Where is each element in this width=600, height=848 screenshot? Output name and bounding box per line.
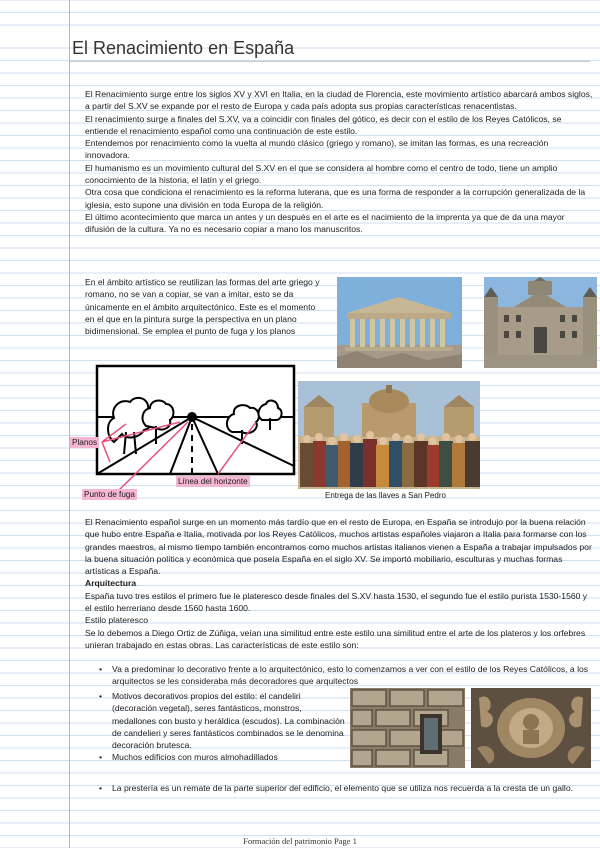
horizon-line-label: Línea del horizonte [178,477,248,486]
san-pedro-painting [298,381,480,489]
plateresco-heading: Estilo plateresco [85,615,149,626]
intro-section [85,88,595,236]
rusticated-wall-photo [350,688,465,768]
spanish-paragraph: El Renacimiento español surge en un momento más tardío que en el resto de Europa, en España se introdujo por la buena relación que hubo entre España e Italia, motivada por los Reyes Católicos, muchos artistas españoles viajaron a Italia para formarse con los grandes maestros, al mismo tiempo también encontramos como muchos artistas italianos vienen a España a trabajar impulsados por la buena situación política y económica que poseía España en el siglo XV. Se importó mobiliario, esculturas y muchas formas artísticas a España. [85,517,592,577]
bullet-list-presteria [85,782,595,794]
spanish-renaissance-section [85,516,595,651]
escorial-photo [484,277,597,368]
plateresque-ornament-photo [471,688,591,768]
intro-paragraph: El renacimiento surge a finales del S.XV, va a coincidir con finales del gótico, es decir con el estilo de los Reyes Católicos, se entiende el renacimiento español como una continuación de este estilo. [85,113,562,136]
planos-label: Planos [72,438,98,447]
intro-paragraph: Entendemos por renacimiento como la vuelta al mundo clásico (griego y romano), se imitan las formas, es una recreación innovadora. [85,138,549,161]
intro-paragraph: El último acontecimiento que marca un antes y un después en el arte es el nacimiento de la imprenta ya que de da una mayor difusión de la cultura. Ya no es necesario copiar a mano los manuscritos. [85,211,565,235]
intro-paragraph: Otra cosa que condiciona el renacimiento es la reforma luterana, que es una forma de responder a la corrupción generalizada de la iglesia, esto supone una división en toda Europa de la religión. [85,187,586,210]
art-paragraph: En el ámbito artístico se reutilizan las formas del arte griego y romano, no se van a copiar, se van a imitar, esto se da únicamente en el ámbito arquitectónico. Este es el momento en el que en la pintura surge la perspectiva en un plano bidimensional. Se emplea el punto de fuga y los planos [85,277,320,337]
list-item: • Muchos edificios con muros almohadillados [85,751,347,763]
vanishing-point-label: Punto de fuga [84,490,135,499]
page-title: El Renacimiento en España [72,38,295,58]
title-divider [70,61,590,62]
list-item: • Va a predominar lo decorativo frente a lo arquitectónico, esto lo comenzamos a ver con el estilo de los Reyes Católicos, a los arquitectos se les consideraba más decoradores que arquitectos [85,663,595,688]
painting-caption: Entrega de las llaves a San Pedro [325,491,446,500]
bullet-list-motifs [85,690,347,764]
list-item: • Motivos decorativos propios del estilo: el candeliri (decoración vegetal), seres fantásticos, monstros, medallones con busto y heráldica (escudos). La combinación de candelieri y seres fantásticos combinados se le denomina decoración brutesca. [85,690,347,751]
page-footer: Formación del patrimonio Page 1 [243,836,357,846]
intro-paragraph: El Renacimiento surge entre los siglos XV y XVI en Italia, en la ciudad de Florencia, este movimiento artístico abarcará ambos siglos, a partir del S.XV se expande por el resto de Europa y cada país adopta sus propias características renacentistas. [85,89,593,112]
parthenon-photo [337,277,462,368]
plateresco-paragraph: Se lo debemos a Diego Ortiz de Zúñiga, veían una similitud entre este estilo una similitud entre el arte de los plateros y los orfebres unieran trabajado en estas obras. Las características de este estilo son: [85,627,586,650]
bullet-list-decorative [85,663,595,688]
list-item: • La prestería es un remate de la parte superior del edificio, el elemento que se utiliza nos recuerda a la cresta de un gallo. [85,782,595,794]
intro-paragraph: El humanismo es un movimiento cultural del S.XV en el que se considera al hombre como el centro de todo, tiene un amplio conocimiento de la historia, el latín y el griego. [85,162,558,186]
arquitectura-paragraph: España tuvo tres estilos el primero fue le plateresco desde finales del S.XV hasta 1530, el segundo fue el estilo purista 1530-1560 y el estilo herreriano desde 1560 hasta 1600. [85,590,588,614]
arquitectura-heading: Arquitectura [85,578,137,589]
